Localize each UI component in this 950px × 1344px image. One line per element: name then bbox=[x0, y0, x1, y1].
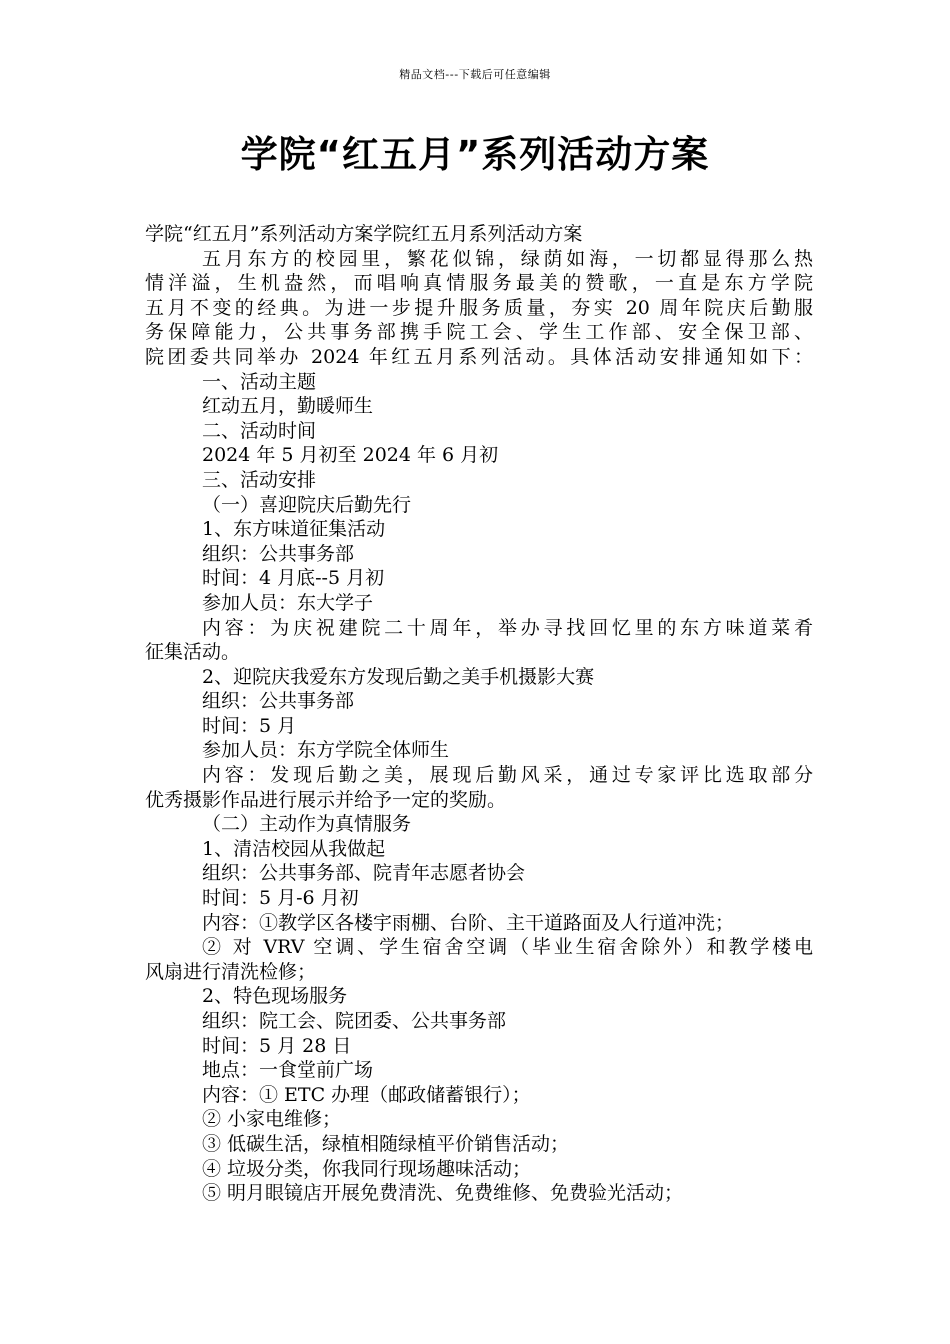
body-line: 地点：一食堂前广场 bbox=[202, 1059, 374, 1082]
body-line: ② 对 VRV 空调、学生宿舍空调（毕业生宿舍除外）和教学楼电 bbox=[202, 936, 813, 959]
body-line: 2024 年 5 月初至 2024 年 6 月初 bbox=[202, 444, 499, 467]
body-line: 参加人员：东大学子 bbox=[202, 591, 374, 614]
document-body bbox=[145, 222, 813, 1206]
body-line: 内容：发现后勤之美，展现后勤风采，通过专家评比选取部分 bbox=[202, 764, 813, 787]
body-line: 2、迎院庆我爱东方发现后勤之美手机摄影大赛 bbox=[202, 665, 595, 688]
body-line: 组织：公共事务部、院青年志愿者协会 bbox=[202, 862, 526, 885]
body-line: 1、东方味道征集活动 bbox=[202, 518, 386, 541]
body-line: 征集活动。 bbox=[145, 641, 241, 664]
body-line: 一、活动主题 bbox=[202, 370, 317, 393]
body-line: ② 小家电维修； bbox=[202, 1108, 342, 1131]
body-line: 内容：① ETC 办理（邮政储蓄银行）； bbox=[202, 1083, 531, 1106]
body-line: 三、活动安排 bbox=[202, 468, 317, 491]
body-line: 时间：4 月底--5 月初 bbox=[202, 567, 385, 590]
header-note: 精品文档---下载后可任意编辑 bbox=[399, 68, 551, 81]
body-line: （一）喜迎院庆后勤先行 bbox=[202, 493, 412, 516]
body-line: 时间：5 月 28 日 bbox=[202, 1034, 352, 1057]
body-line: 组织：公共事务部 bbox=[202, 542, 355, 565]
body-line: 情洋溢，生机盎然，而唱响真情服务最美的赞歌，一直是东方学院 bbox=[145, 272, 813, 295]
body-line: 院团委共同举办 2024 年红五月系列活动。具体活动安排通知如下： bbox=[145, 345, 813, 368]
body-line: 时间：5 月-6 月初 bbox=[202, 887, 359, 910]
body-line: （二）主动作为真情服务 bbox=[202, 813, 412, 836]
body-line: 组织：院工会、院团委、公共事务部 bbox=[202, 1010, 507, 1032]
body-line: 参加人员：东方学院全体师生 bbox=[202, 739, 450, 762]
body-line: 内容：为庆祝建院二十周年，举办寻找回忆里的东方味道菜肴 bbox=[202, 616, 813, 639]
body-line: 五月不变的经典。为进一步提升服务质量，夯实 20 周年院庆后勤服 bbox=[145, 296, 813, 319]
body-line: 五月东方的校园里，繁花似锦，绿荫如海，一切都显得那么热 bbox=[202, 247, 813, 270]
body-line: 内容：①教学区各楼宇雨棚、台阶、主干道路面及人行道冲洗； bbox=[202, 911, 735, 934]
body-line: ④ 垃圾分类，你我同行现场趣味活动； bbox=[202, 1157, 532, 1180]
document-title: 学院“红五月”系列活动方案 bbox=[240, 133, 710, 176]
body-line: 2、特色现场服务 bbox=[202, 985, 348, 1008]
body-line: 学院“红五月”系列活动方案学院红五月系列活动方案 bbox=[145, 223, 583, 245]
body-line: 风扇进行清洗检修； bbox=[145, 960, 317, 983]
body-line: 1、清洁校园从我做起 bbox=[202, 837, 386, 860]
body-line: 红动五月，勤暖师生 bbox=[202, 395, 374, 418]
body-line: 务保障能力，公共事务部携手院工会、学生工作部、安全保卫部、 bbox=[145, 321, 813, 344]
body-line: 二、活动时间 bbox=[202, 419, 317, 442]
body-line: ⑤ 明月眼镜店开展免费清洗、免费维修、免费验光活动； bbox=[202, 1182, 684, 1205]
body-line: 组织：公共事务部 bbox=[202, 690, 355, 713]
body-line: ③ 低碳生活，绿植相随绿植平价销售活动； bbox=[202, 1132, 570, 1155]
body-line: 优秀摄影作品进行展示并给予一定的奖励。 bbox=[145, 788, 507, 811]
body-line: 时间：5 月 bbox=[202, 714, 297, 737]
